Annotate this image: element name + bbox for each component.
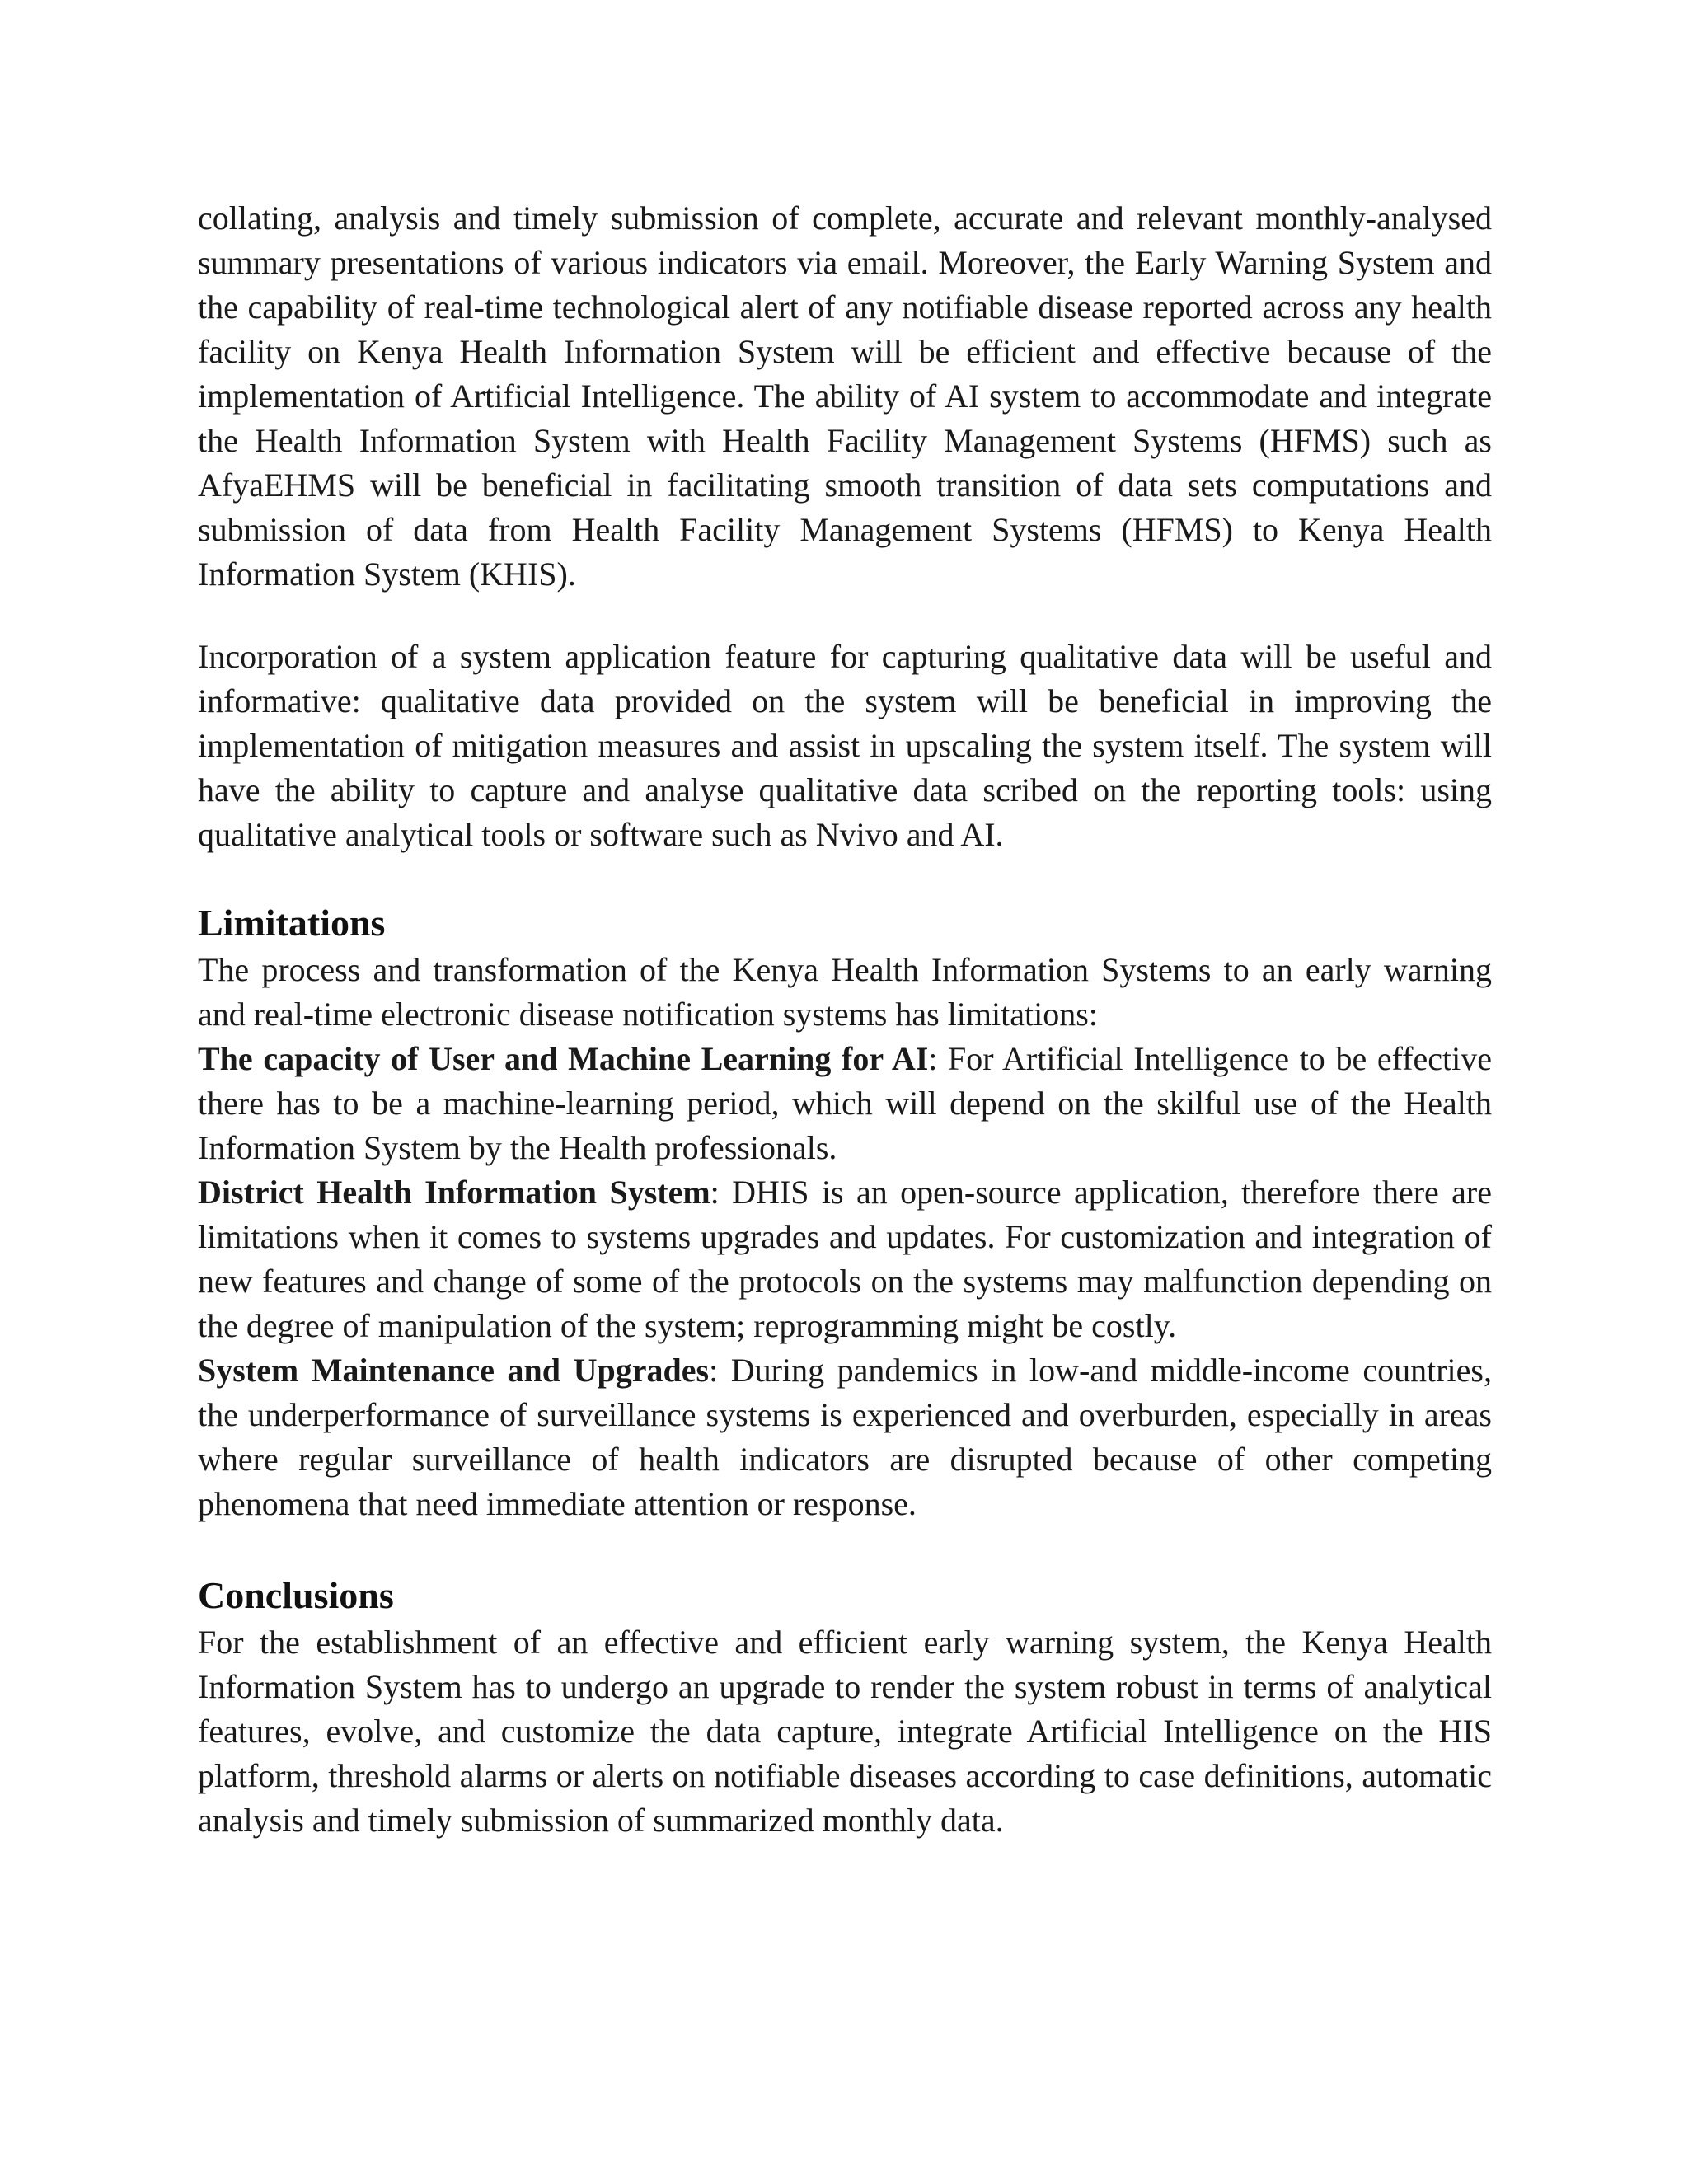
conclusions-heading: Conclusions xyxy=(198,1574,394,1616)
limitation-text: : For Artificial Intelligence to be effective there has to be a machine-learning period, which will depend on the skilful use of the Health Information System by the Health professionals. xyxy=(198,1040,1492,1166)
limitation-text: : During pandemics in low-and middle-income countries, the underperformance of surveillance systems is experienced and overburden, especially in areas where regular surveillance of health indicators are disrupted because of other competing phenomena that need immediate attention or response. xyxy=(198,1352,1492,1522)
limitation-term: District Health Information System xyxy=(198,1174,710,1211)
limitation-term: System Maintenance and Upgrades xyxy=(198,1352,710,1389)
limitations-heading: Limitations xyxy=(198,902,386,944)
body-paragraph-1: collating, analysis and timely submission of complete, accurate and relevant monthly-analysed summary presentations of various indicators via email. Moreover, the Early Warning System and the capability of real-time technological alert of any notifiable disease reported across any health facility on Kenya Health Information System will be efficient and effective because of the implementation of Artificial Intelligence. The ability of AI system to accommodate and integrate the Health Information System with Health Facility Management Systems (HFMS) such as AfyaEHMS will be beneficial in facilitating smooth transition of data sets computations and submission of data from Health Facility Management Systems (HFMS) to Kenya Health Information System (KHIS). xyxy=(198,199,1492,593)
limitations-section xyxy=(198,948,1492,1526)
limitation-item-dhis xyxy=(198,1170,1492,1348)
limitation-text: : DHIS is an open-source application, therefore there are limitations when it comes to systems upgrades and updates. For customization and integration of new features and change of some of the protocols on the systems may malfunction depending on the degree of manipulation of the system; reprogramming might be costly. xyxy=(198,1174,1492,1344)
limitations-intro: The process and transformation of the Kenya Health Information Systems to an early warning and real-time electronic disease notification systems has limitations: xyxy=(198,951,1492,1033)
document-page xyxy=(198,196,1492,1843)
limitation-item-maintenance xyxy=(198,1348,1492,1526)
limitation-item-ai-capacity xyxy=(198,1037,1492,1170)
conclusions-paragraph: For the establishment of an effective and efficient early warning system, the Kenya Health Information System has to undergo an upgrade to render the system robust in terms of analytical features, evolve, and customize the data capture, integrate Artificial Intelligence on the HIS platform, threshold alarms or alerts on notifiable diseases according to case definitions, automatic analysis and timely submission of summarized monthly data. xyxy=(198,1624,1492,1839)
body-paragraph-2: Incorporation of a system application feature for capturing qualitative data will be useful and informative: qualitative data provided on the system will be beneficial in improving the implementation of mitigation measures and assist in upscaling the system itself. The system will have the ability to capture and analyse qualitative data scribed on the reporting tools: using qualitative analytical tools or software such as Nvivo and AI. xyxy=(198,638,1492,853)
limitation-term: The capacity of User and Machine Learning for AI xyxy=(198,1040,929,1077)
